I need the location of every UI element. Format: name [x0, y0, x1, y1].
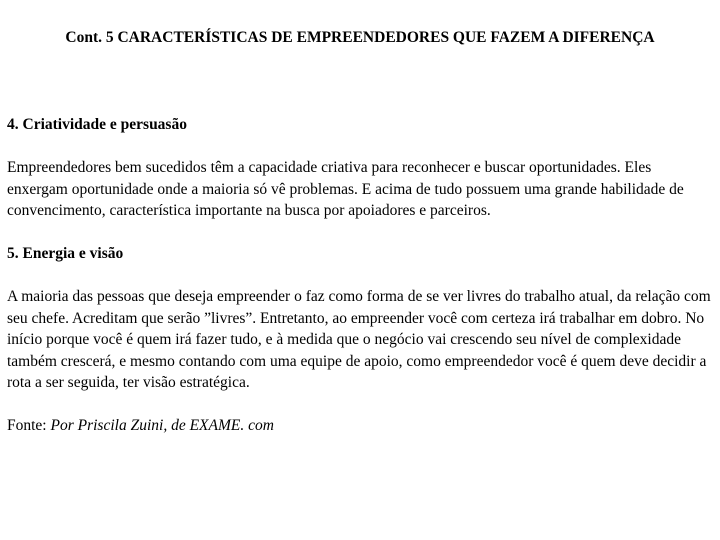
- slide-content: [7, 114, 715, 437]
- source-text: Por Priscila Zuini, de EXAME. com: [50, 417, 274, 434]
- section-heading-energia: 5. Energia e visão: [7, 245, 124, 262]
- source-label: Fonte:: [7, 417, 51, 434]
- section-text-criatividade: Empreendedores bem sucedidos têm a capacidade criativa para reconhecer e buscar oportunidades. Eles enxergam oportunidade onde a maioria só vê problemas. E acima de tudo possuem uma grande habilidade de convencimento, característica importante na busca por apoiadores e parceiros.: [7, 159, 684, 219]
- slide-title: Cont. 5 CARACTERÍSTICAS DE EMPREENDEDORES QUE FAZEM A DIFERENÇA: [65, 29, 655, 46]
- source-line: [7, 415, 715, 437]
- section-text-energia: A maioria das pessoas que deseja empreender o faz como forma de se ver livres do trabalho atual, da relação com seu chefe. Acreditam que serão ”livres”. Entretanto, ao empreender você com certeza irá trabalhar em dobro. No início porque você é quem irá fazer tudo, e à medida que o negócio vai crescendo seu nível de complexidade também crescerá, e mesmo contando com uma equipe de apoio, como empreendedor você é quem deve decidir a rota a ser seguida, ter visão estratégica.: [7, 288, 711, 391]
- section-heading-criatividade: 4. Criatividade e persuasão: [7, 116, 187, 133]
